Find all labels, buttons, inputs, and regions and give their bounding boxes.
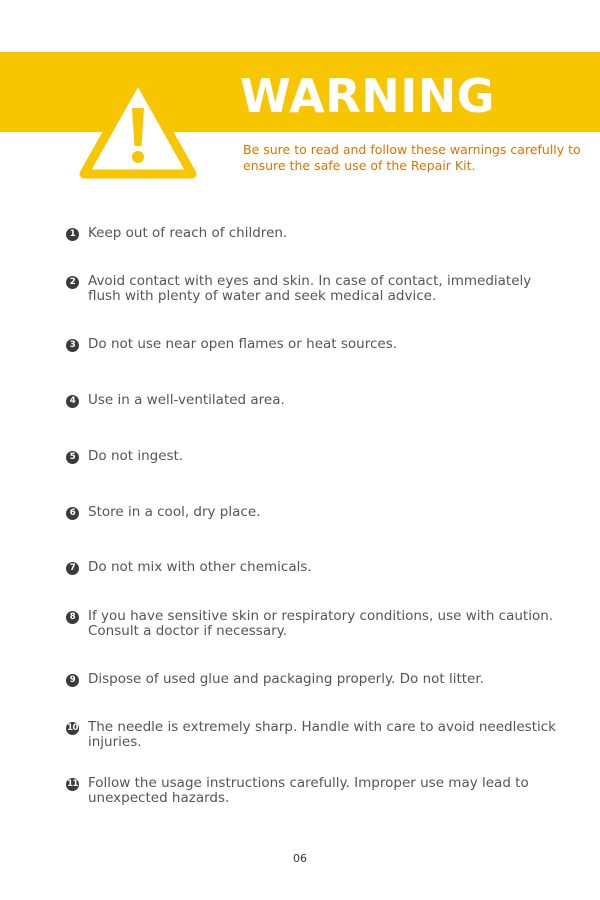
item-number-badge: 9 xyxy=(66,674,79,687)
warning-text: Follow the usage instructions carefully. Improper use may lead to unexpected hazards. xyxy=(88,775,529,806)
item-number-badge: 4 xyxy=(66,395,79,408)
warning-item xyxy=(66,776,566,806)
warning-item xyxy=(66,226,566,241)
warning-text: Avoid contact with eyes and skin. In case of contact, immediately flush with plenty of water and seek medical advice. xyxy=(88,273,532,304)
warning-text: Keep out of reach of children. xyxy=(88,225,288,241)
page-title: WARNING xyxy=(240,69,496,123)
warning-triangle-icon xyxy=(76,70,200,182)
warning-item xyxy=(66,505,566,520)
warning-item xyxy=(66,274,566,304)
warning-text: If you have sensitive skin or respiratory conditions, use with caution. Consult a doctor if necessary. xyxy=(88,608,554,639)
warning-text: The needle is extremely sharp. Handle with care to avoid needlestick injuries. xyxy=(88,719,556,750)
warning-text: Do not mix with other chemicals. xyxy=(88,559,312,575)
page-subtitle: Be sure to read and follow these warnings carefully to ensure the safe use of the Repair Kit. xyxy=(243,142,581,173)
item-number-badge: 6 xyxy=(66,507,79,520)
warning-text: Do not use near open flames or heat sources. xyxy=(88,336,398,352)
item-number-badge: 2 xyxy=(66,276,79,289)
warning-item xyxy=(66,560,566,575)
warning-text: Use in a well-ventilated area. xyxy=(88,392,285,408)
warning-item xyxy=(66,393,566,408)
warning-item xyxy=(66,449,566,464)
item-number-badge: 8 xyxy=(66,611,79,624)
warning-item xyxy=(66,720,566,750)
warning-text: Dispose of used glue and packaging properly. Do not litter. xyxy=(88,671,484,687)
item-number-badge: 1 xyxy=(66,228,79,241)
item-number-badge: 11 xyxy=(67,779,78,789)
warning-item xyxy=(66,609,566,639)
warning-item xyxy=(66,337,566,352)
page-number: 06 xyxy=(293,852,307,865)
item-number-badge: 10 xyxy=(67,723,78,733)
warning-text: Store in a cool, dry place. xyxy=(88,504,261,520)
warning-text: Do not ingest. xyxy=(88,448,184,464)
item-number-badge: 5 xyxy=(66,451,79,464)
item-number-badge: 3 xyxy=(66,339,79,352)
item-number-badge: 7 xyxy=(66,562,79,575)
warning-item xyxy=(66,672,566,687)
